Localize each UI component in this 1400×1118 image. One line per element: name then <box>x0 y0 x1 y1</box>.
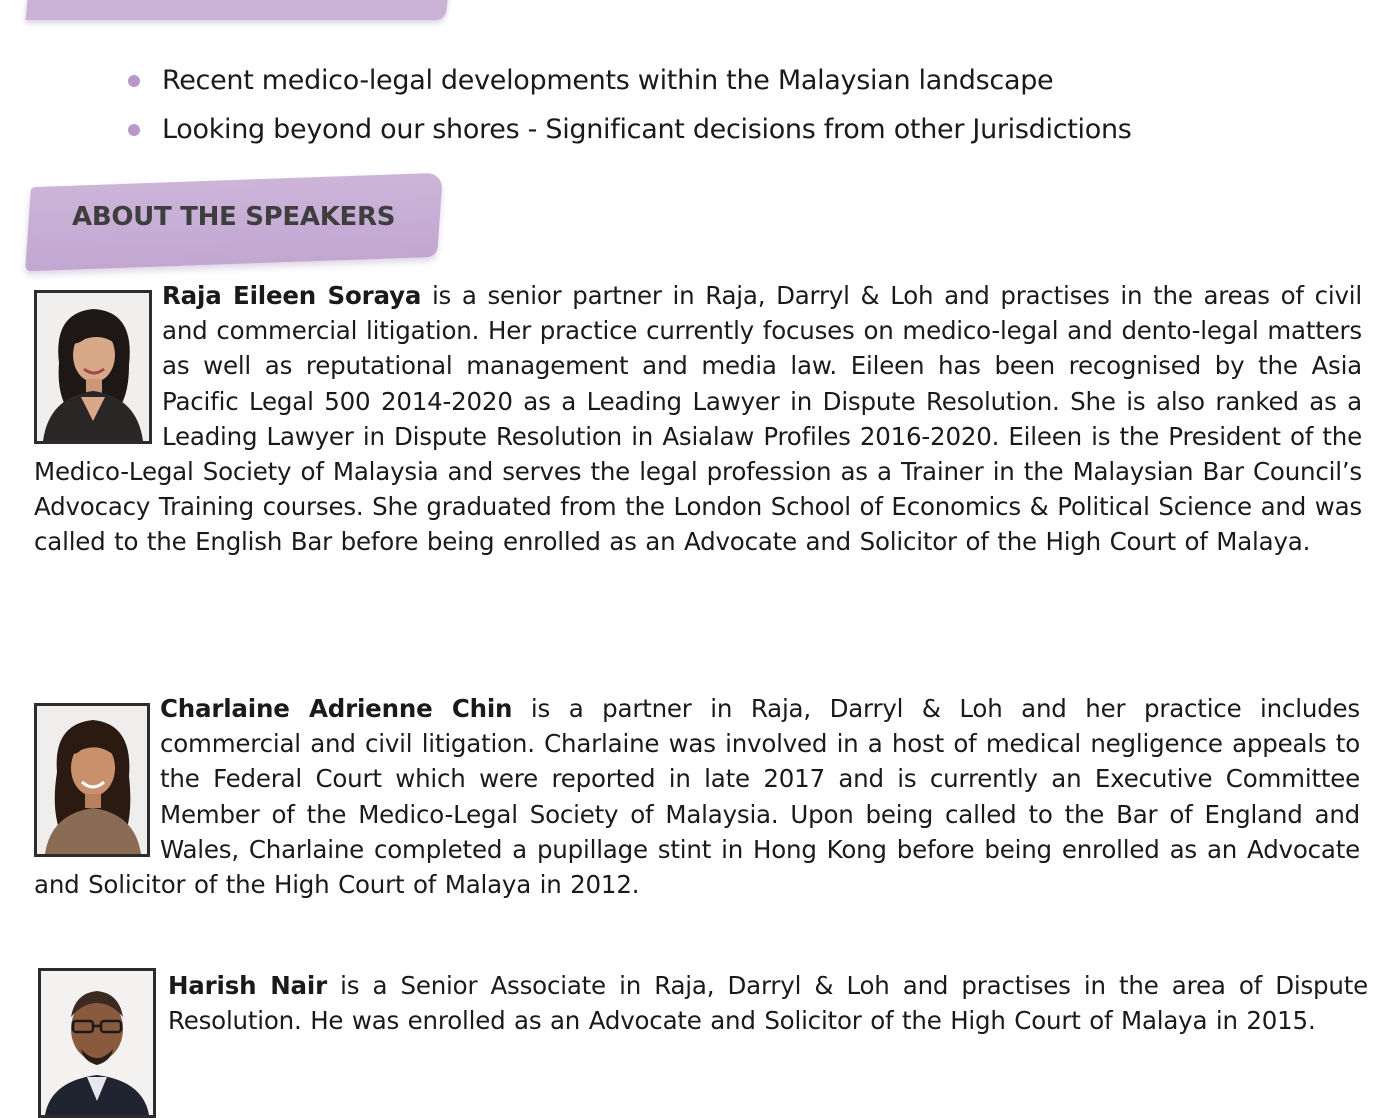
speaker-description: is a partner in Raja, Darryl & Loh and her practice includes commercial and civil litigation. Charlaine was involved in a host of medical negligence appeals to the Federal Court which were reported in late 2017 and is currently an Executive Committee Member of the Medico-Legal Society of Malaysia. Upon being called to the Bar of England and Wales, Charlaine completed a pupillage stint in Hong Kong before being enrolled as an Advocate and Solicitor of the High Court of Malaya in 2012. <box>34 694 1360 900</box>
bullet-dot-icon <box>128 75 140 87</box>
list-item <box>128 56 1328 105</box>
speaker-photo <box>34 290 152 444</box>
person-portrait-icon <box>37 706 147 854</box>
topic-text: Recent medico-legal developments within the Malaysian landscape <box>162 65 1054 96</box>
speaker-name: Charlaine Adrienne Chin <box>160 694 513 723</box>
topic-text: Looking beyond our shores - Significant decisions from other Jurisdictions <box>162 114 1132 145</box>
speaker-name: Harish Nair <box>168 971 327 1000</box>
section-title: ABOUT THE SPEAKERS <box>72 202 396 232</box>
speaker-bio <box>34 691 1360 902</box>
bullet-dot-icon <box>128 124 140 136</box>
top-banner-decoration <box>25 0 450 20</box>
person-portrait-icon <box>41 971 153 1115</box>
section-header <box>28 180 440 264</box>
person-portrait-icon <box>37 293 149 441</box>
speaker-photo <box>38 968 156 1118</box>
speaker-bio <box>38 968 1368 1118</box>
speaker-name: Raja Eileen Soraya <box>162 281 422 310</box>
speaker-bio <box>34 278 1362 560</box>
speaker-photo <box>34 703 150 857</box>
speaker-description: is a Senior Associate in Raja, Darryl & Loh and practises in the area of Dispute Resolution. He was enrolled as an Advocate and Solicitor of the High Court of Malaya in 2015. <box>168 971 1368 1036</box>
list-item <box>128 105 1328 154</box>
topics-list <box>128 56 1328 154</box>
speaker-description: is a senior partner in Raja, Darryl & Loh and practises in the areas of civil and commercial litigation. Her practice currently focuses on medico-legal and dento-legal matters as well as reputational management and media law. Eileen has been recognised by the Asia Pacific Legal 500 2014-2020 as a Leading Lawyer in Dispute Resolution. She is also ranked as a Leading Lawyer in Dispute Resolution in Asialaw Profiles 2016-2020. Eileen is the President of the Medico-Legal Society of Malaysia and serves the legal profession as a Trainer in the Malaysian Bar Council’s Advocacy Training courses. She graduated from the London School of Economics & Political Science and was called to the English Bar before being enrolled as an Advocate and Solicitor of the High Court of Malaya. <box>34 281 1362 557</box>
